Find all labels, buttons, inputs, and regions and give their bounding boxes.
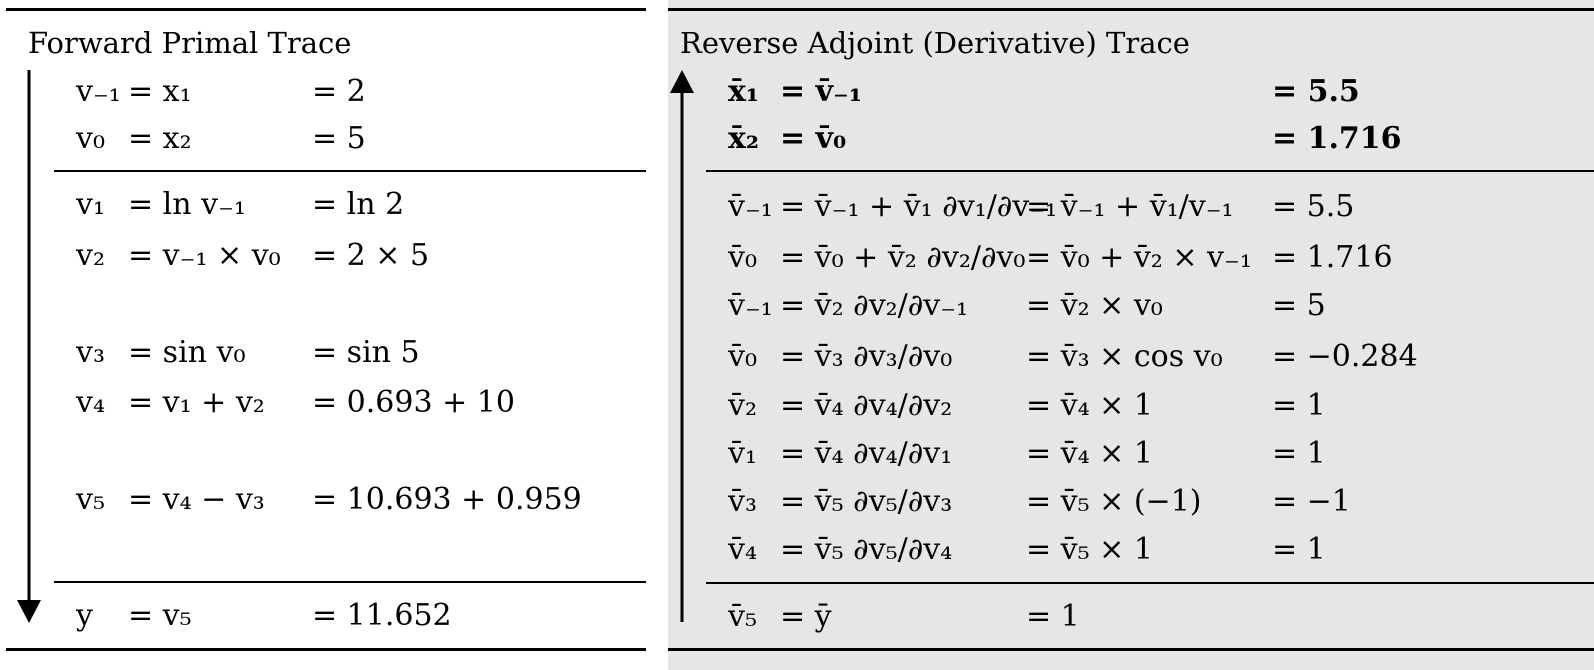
- value: = 5: [312, 121, 366, 156]
- value: = 1: [1272, 532, 1326, 567]
- value: = 5: [1272, 288, 1326, 323]
- rhs: = v̄₋₁ + v̄₁ ∂v₁/∂v₋₁: [780, 189, 1058, 224]
- rhs: = ln v₋₁: [128, 187, 246, 222]
- mid: = v̄₃ × cos v₀: [1026, 339, 1223, 374]
- rule-before-output: [706, 582, 1594, 584]
- value: = 11.652: [312, 598, 452, 633]
- rhs: = x₂: [128, 121, 192, 156]
- rhs: = v₅: [128, 598, 192, 633]
- down-arrow-icon: [14, 70, 44, 630]
- value: = 5.5: [1272, 189, 1355, 224]
- rhs: = v̄₄ ∂v₄/∂v₁: [780, 436, 953, 471]
- mid: = v̄₅ × (−1): [1026, 484, 1202, 519]
- top-rule: [668, 8, 1594, 11]
- lhs: v₂: [76, 238, 105, 273]
- rhs: = v̄₃ ∂v₃/∂v₀: [780, 339, 953, 374]
- mid: = 1: [1026, 599, 1080, 634]
- value: = ln 2: [312, 187, 405, 222]
- top-rule: [6, 8, 646, 11]
- value: = 2: [312, 74, 366, 109]
- lhs: v̄₅: [728, 599, 757, 634]
- lhs: v₁: [76, 187, 105, 222]
- value: = 1.716: [1272, 121, 1402, 156]
- forward-trace-title: Forward Primal Trace: [28, 26, 352, 60]
- rhs: = v̄₀ + v̄₂ ∂v₂/∂v₀: [780, 240, 1026, 275]
- rhs: = v₋₁ × v₀: [128, 238, 281, 273]
- lhs: v₃: [76, 335, 105, 370]
- rhs: = ȳ: [780, 599, 832, 634]
- rhs: = v₄ − v₃: [128, 482, 265, 517]
- lhs: v̄₀: [728, 240, 757, 275]
- mid: = v̄₀ + v̄₂ × v₋₁: [1026, 240, 1252, 275]
- rule-before-output: [54, 581, 646, 583]
- rhs: = x₁: [128, 74, 192, 109]
- mid: = v̄₂ × v₀: [1026, 288, 1163, 323]
- up-arrow-icon: [668, 68, 698, 628]
- rhs: = v̄₀: [780, 121, 847, 156]
- bottom-rule: [6, 648, 646, 651]
- rhs: = v̄₂ ∂v₂/∂v₋₁: [780, 288, 969, 323]
- lhs: v₀: [76, 121, 105, 156]
- value: = 2 × 5: [312, 238, 430, 273]
- lhs: v̄₃: [728, 484, 757, 519]
- value: = 1: [1272, 388, 1326, 423]
- lhs: v₋₁: [76, 74, 121, 109]
- lhs: v̄₁: [728, 436, 757, 471]
- rule-after-inputs: [54, 170, 646, 172]
- lhs: v̄₋₁: [728, 288, 773, 323]
- rhs: = v̄₅ ∂v₅/∂v₃: [780, 484, 953, 519]
- value: = −1: [1272, 484, 1351, 519]
- lhs: v₄: [76, 385, 105, 420]
- lhs: x̄₂: [728, 121, 760, 156]
- rhs: = v₁ + v₂: [128, 385, 265, 420]
- lhs: x̄₁: [728, 74, 760, 109]
- mid: = v̄₅ × 1: [1026, 532, 1153, 567]
- value: = 1: [1272, 436, 1326, 471]
- value: = −0.284: [1272, 339, 1418, 374]
- rhs: = sin v₀: [128, 335, 246, 370]
- rhs: = v̄₋₁: [780, 74, 862, 109]
- rhs: = v̄₅ ∂v₅/∂v₄: [780, 532, 953, 567]
- lhs: v̄₀: [728, 339, 757, 374]
- reverse-trace-panel: [668, 0, 1594, 670]
- lhs: v̄₋₁: [728, 189, 773, 224]
- mid: = v̄₄ × 1: [1026, 388, 1153, 423]
- mid: = v̄₋₁ + v̄₁/v₋₁: [1026, 189, 1234, 224]
- lhs: v̄₂: [728, 388, 757, 423]
- lhs: v₅: [76, 482, 105, 517]
- reverse-trace-title: Reverse Adjoint (Derivative) Trace: [680, 26, 1190, 60]
- value: = sin 5: [312, 335, 420, 370]
- value: = 1.716: [1272, 240, 1393, 275]
- bottom-rule: [668, 648, 1594, 651]
- value: = 10.693 + 0.959: [312, 482, 582, 517]
- forward-trace-panel: [0, 0, 660, 670]
- lhs: y: [76, 598, 93, 633]
- value: = 0.693 + 10: [312, 385, 515, 420]
- lhs: v̄₄: [728, 532, 757, 567]
- value: = 5.5: [1272, 74, 1360, 109]
- mid: = v̄₄ × 1: [1026, 436, 1153, 471]
- rule-after-inputs: [706, 170, 1594, 172]
- rhs: = v̄₄ ∂v₄/∂v₂: [780, 388, 953, 423]
